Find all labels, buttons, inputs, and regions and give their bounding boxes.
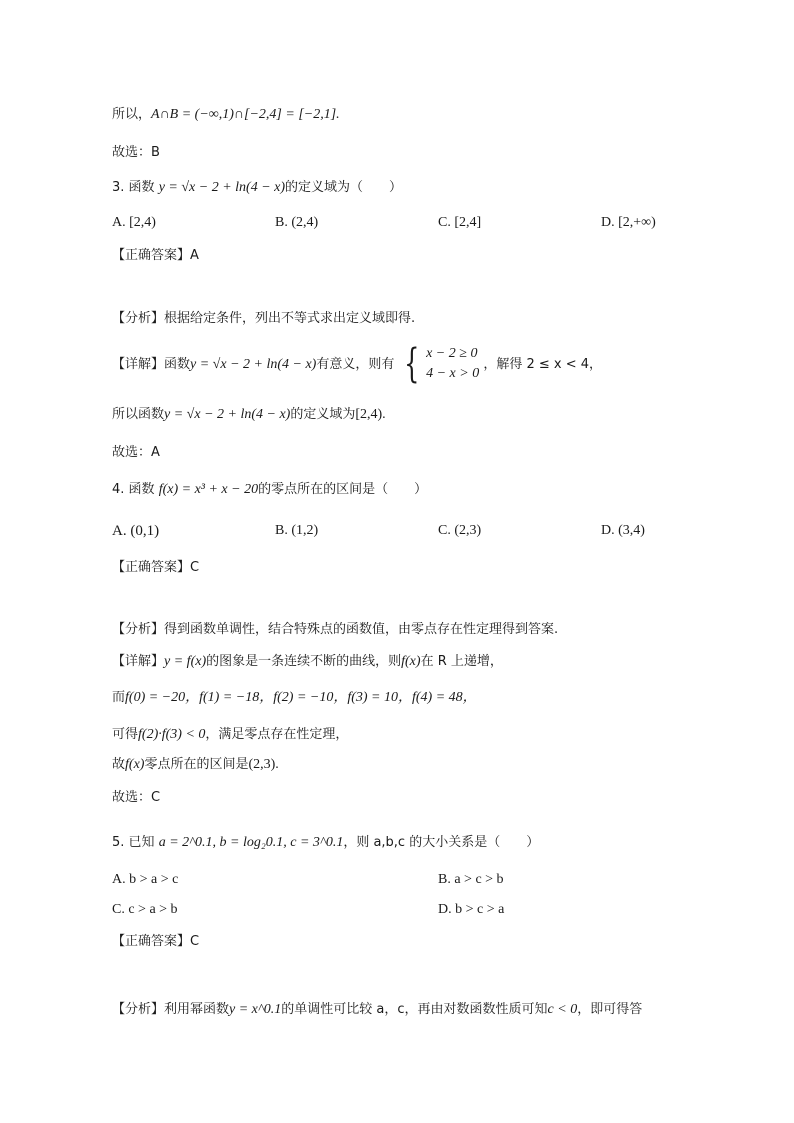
q4-conclusion-fx: f(x) bbox=[125, 757, 145, 772]
q5-stem-tail: ，则 a,b,c 的大小关系是（ ） bbox=[343, 835, 540, 850]
q4-option-c: C. (2,3) bbox=[438, 523, 482, 538]
intro-line bbox=[112, 105, 340, 125]
q3-stem-tail: 的定义域为（ ） bbox=[285, 180, 403, 195]
q5-option-c: C. c > a > b bbox=[112, 902, 178, 917]
q4-detail-fx: f(x) bbox=[401, 654, 421, 669]
q4-choice: 故选：C bbox=[112, 790, 161, 805]
q4-conclusion-mid: 零点所在的区间是 bbox=[144, 757, 249, 772]
q4-product bbox=[112, 725, 348, 745]
q4-number: 4. 函数 bbox=[112, 482, 155, 497]
q4-analysis: 【分析】得到函数单调性，结合特殊点的函数值，由零点存在性定理得到答案. bbox=[112, 622, 559, 637]
q3-conclusion-pre: 所以函数 bbox=[112, 407, 165, 422]
q4-conclusion-value: (2,3). bbox=[248, 757, 279, 772]
q5-option-a: A. b > a > c bbox=[112, 872, 179, 887]
q3-inequality-system: { x − 2 ≥ 0 4 − x > 0 bbox=[403, 341, 480, 387]
q3-conclusion-value: [2,4). bbox=[355, 407, 386, 422]
q3-option-a: A. [2,4) bbox=[112, 215, 156, 230]
q5-analysis-function: y = x^0.1 bbox=[229, 1002, 282, 1017]
q4-detail-label: 【详解】 bbox=[112, 654, 165, 669]
q3-detail-label: 【详解】函数 bbox=[112, 356, 191, 372]
q3-conclusion-mid: 的定义域为 bbox=[290, 407, 356, 422]
q5-answer: 【正确答案】C bbox=[112, 934, 200, 949]
q4-product-pre: 可得 bbox=[112, 727, 139, 742]
q3-inequality-1: x − 2 ≥ 0 bbox=[426, 346, 478, 361]
intro-text: 所以， bbox=[112, 107, 152, 122]
q3-option-c: C. [2,4] bbox=[438, 215, 482, 230]
q4-detail-mid: 的图象是一条连续不断的曲线，则 bbox=[206, 654, 402, 669]
q4-detail bbox=[112, 652, 503, 672]
q3-conclusion-function: y = √x − 2 + ln(4 − x) bbox=[164, 407, 291, 422]
q4-answer: 【正确答案】C bbox=[112, 560, 200, 575]
q4-detail-function: y = f(x) bbox=[164, 654, 207, 669]
q4-function-values: f(0) = −20，f(1) = −18，f(2) = −10，f(3) = 10，f(4) = 48， bbox=[125, 690, 477, 705]
q4-stem bbox=[112, 480, 427, 500]
q3-option-b: B. (2,4) bbox=[275, 215, 319, 230]
q3-choice: 故选：A bbox=[112, 445, 160, 460]
q4-values bbox=[112, 688, 477, 708]
q3-detail-mid: 有意义，则有 bbox=[316, 356, 395, 372]
q5-analysis-mid: 的单调性可比较 a，c，再由对数函数性质可知 bbox=[281, 1002, 548, 1017]
q3-detail-end: ，解得 2 ≤ x < 4， bbox=[483, 356, 603, 372]
q5-given-values: a = 2^0.1, b = log₂0.1, c = 3^0.1 bbox=[158, 835, 344, 850]
q4-detail-end: 在 R 上递增， bbox=[420, 654, 503, 669]
q3-number: 3. 函数 bbox=[112, 180, 155, 195]
q4-option-b: B. (1,2) bbox=[275, 523, 319, 538]
q3-detail bbox=[112, 341, 603, 387]
choice-b-line: 故选：B bbox=[112, 145, 160, 160]
q4-option-a: A. (0,1) bbox=[112, 523, 160, 539]
q3-stem bbox=[112, 178, 402, 198]
q5-option-b: B. a > c > b bbox=[438, 872, 504, 887]
q5-option-d: D. b > c > a bbox=[438, 902, 505, 917]
q4-conclusion-pre: 故 bbox=[112, 757, 126, 772]
q3-detail-function: y = √x − 2 + ln(4 − x) bbox=[190, 356, 317, 372]
q5-analysis bbox=[112, 1000, 642, 1020]
q4-product-end: ，满足零点存在性定理， bbox=[205, 727, 349, 742]
q4-conclusion bbox=[112, 755, 279, 775]
intersection-expression: A∩B = (−∞,1)∩[−2,4] = [−2,1]. bbox=[151, 107, 340, 122]
q5-analysis-condition: c < 0 bbox=[547, 1002, 578, 1017]
q3-conclusion bbox=[112, 405, 386, 425]
q4-function: f(x) = x³ + x − 20 bbox=[158, 482, 259, 497]
q4-product-expression: f(2)·f(3) < 0 bbox=[138, 727, 206, 742]
q3-inequality-2: 4 − x > 0 bbox=[426, 366, 480, 381]
q5-analysis-end: ，即可得答 bbox=[577, 1002, 643, 1017]
q4-stem-tail: 的零点所在的区间是（ ） bbox=[258, 482, 428, 497]
q3-answer: 【正确答案】A bbox=[112, 248, 199, 263]
q5-stem bbox=[112, 833, 539, 853]
q3-option-d: D. [2,+∞) bbox=[601, 215, 656, 230]
q3-function: y = √x − 2 + ln(4 − x) bbox=[158, 180, 286, 195]
q3-analysis: 【分析】根据给定条件，列出不等式求出定义域即得. bbox=[112, 311, 416, 326]
q5-analysis-pre: 【分析】利用幂函数 bbox=[112, 1002, 230, 1017]
q4-values-pre: 而 bbox=[112, 690, 126, 705]
q4-option-d: D. (3,4) bbox=[601, 523, 645, 538]
q5-number: 5. 已知 bbox=[112, 835, 155, 850]
